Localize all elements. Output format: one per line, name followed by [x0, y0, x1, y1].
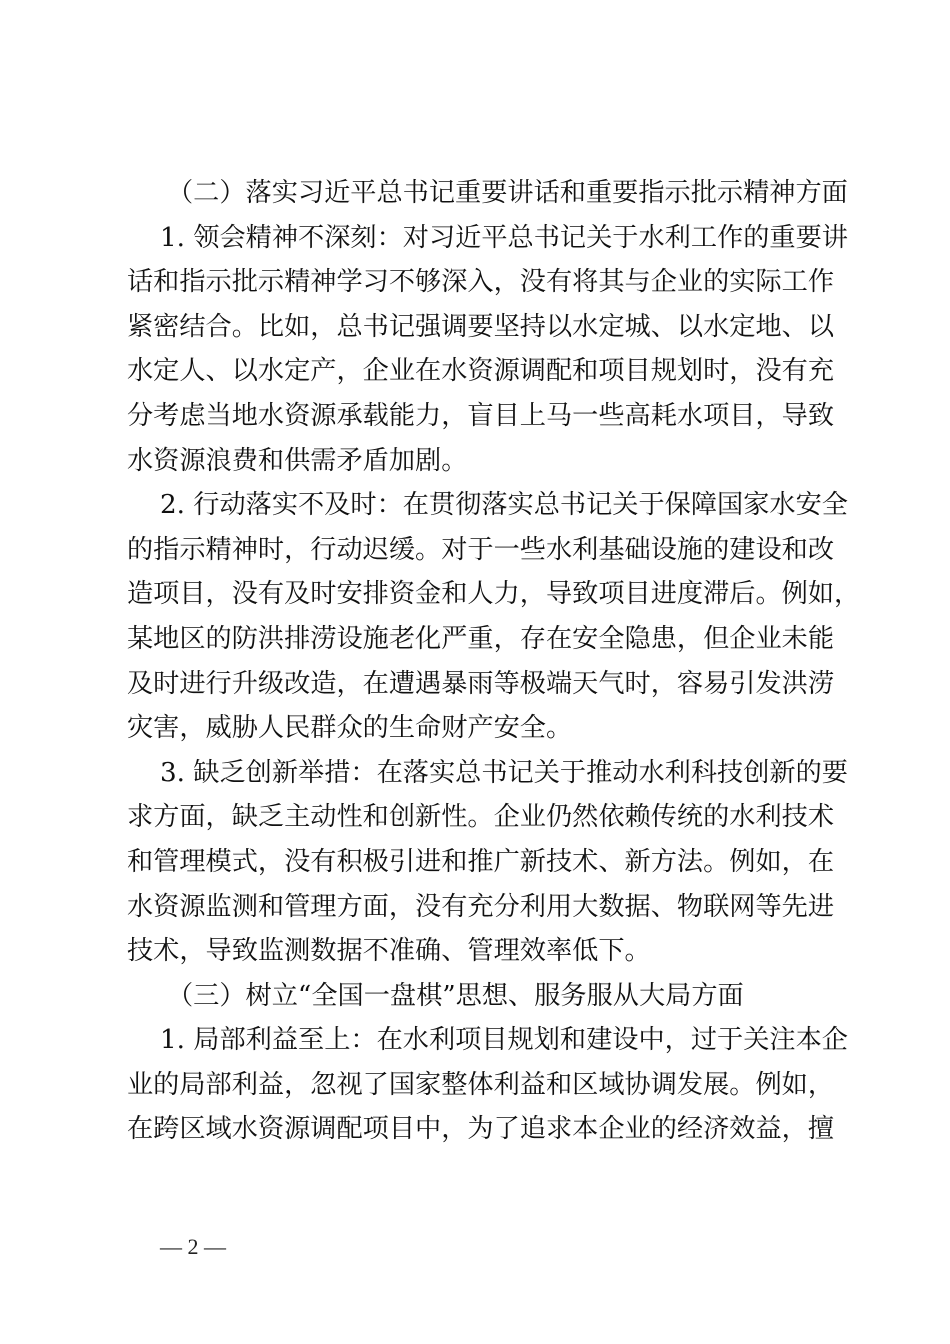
paragraph-line: 紧密结合。比如，总书记强调要坚持以水定城、以水定地、以	[127, 311, 835, 342]
paragraph-line: 水定人、以水定产，企业在水资源调配和项目规划时，没有充	[127, 356, 835, 387]
paragraph-line: 3. 缺乏创新举措：在落实总书记关于推动水利科技创新的要	[160, 757, 848, 788]
paragraph-line: 在跨区域水资源调配项目中，为了追求本企业的经济效益，擅	[127, 1114, 835, 1145]
page-number: — 2 —	[160, 1234, 226, 1259]
paragraph-line: 水资源监测和管理方面，没有充分利用大数据、物联网等先进	[127, 891, 835, 922]
paragraph-line: 1. 局部利益至上：在水利项目规划和建设中，过于关注本企	[160, 1025, 848, 1056]
paragraph-line: 1. 领会精神不深刻：对习近平总书记关于水利工作的重要讲	[160, 222, 848, 253]
paragraph-line: 2. 行动落实不及时：在贯彻落实总书记关于保障国家水安全	[160, 490, 848, 521]
section-heading-3: （三）树立“全国一盘棋”思想、服务服从大局方面	[167, 980, 744, 1011]
paragraph-line: 灾害，威胁人民群众的生命财产安全。	[127, 713, 573, 744]
paragraph-line: 某地区的防洪排涝设施老化严重，存在安全隐患，但企业未能	[127, 623, 835, 654]
paragraph-line: 分考虑当地水资源承载能力，盲目上马一些高耗水项目，导致	[127, 400, 835, 431]
paragraph-line: 水资源浪费和供需矛盾加剧。	[127, 445, 468, 476]
document-body	[127, 171, 861, 1152]
paragraph-line: 业的局部利益，忽视了国家整体利益和区域协调发展。例如，	[127, 1069, 835, 1100]
paragraph-line: 的指示精神时，行动迟缓。对于一些水利基础设施的建设和改	[127, 534, 835, 565]
paragraph-line: 话和指示批示精神学习不够深入，没有将其与企业的实际工作	[127, 267, 835, 298]
section-heading-2: （二）落实习近平总书记重要讲话和重要指示批示精神方面	[167, 178, 848, 208]
paragraph-line: 及时进行升级改造，在遭遇暴雨等极端天气时，容易引发洪涝	[127, 668, 835, 699]
paragraph-line: 和管理模式，没有积极引进和推广新技术、新方法。例如，在	[127, 846, 835, 877]
paragraph-line: 技术，导致监测数据不准确、管理效率低下。	[127, 936, 651, 967]
paragraph-line: 造项目，没有及时安排资金和人力，导致项目进度滞后。例如，	[127, 579, 861, 610]
paragraph-line: 求方面，缺乏主动性和创新性。企业仍然依赖传统的水利技术	[127, 802, 835, 833]
